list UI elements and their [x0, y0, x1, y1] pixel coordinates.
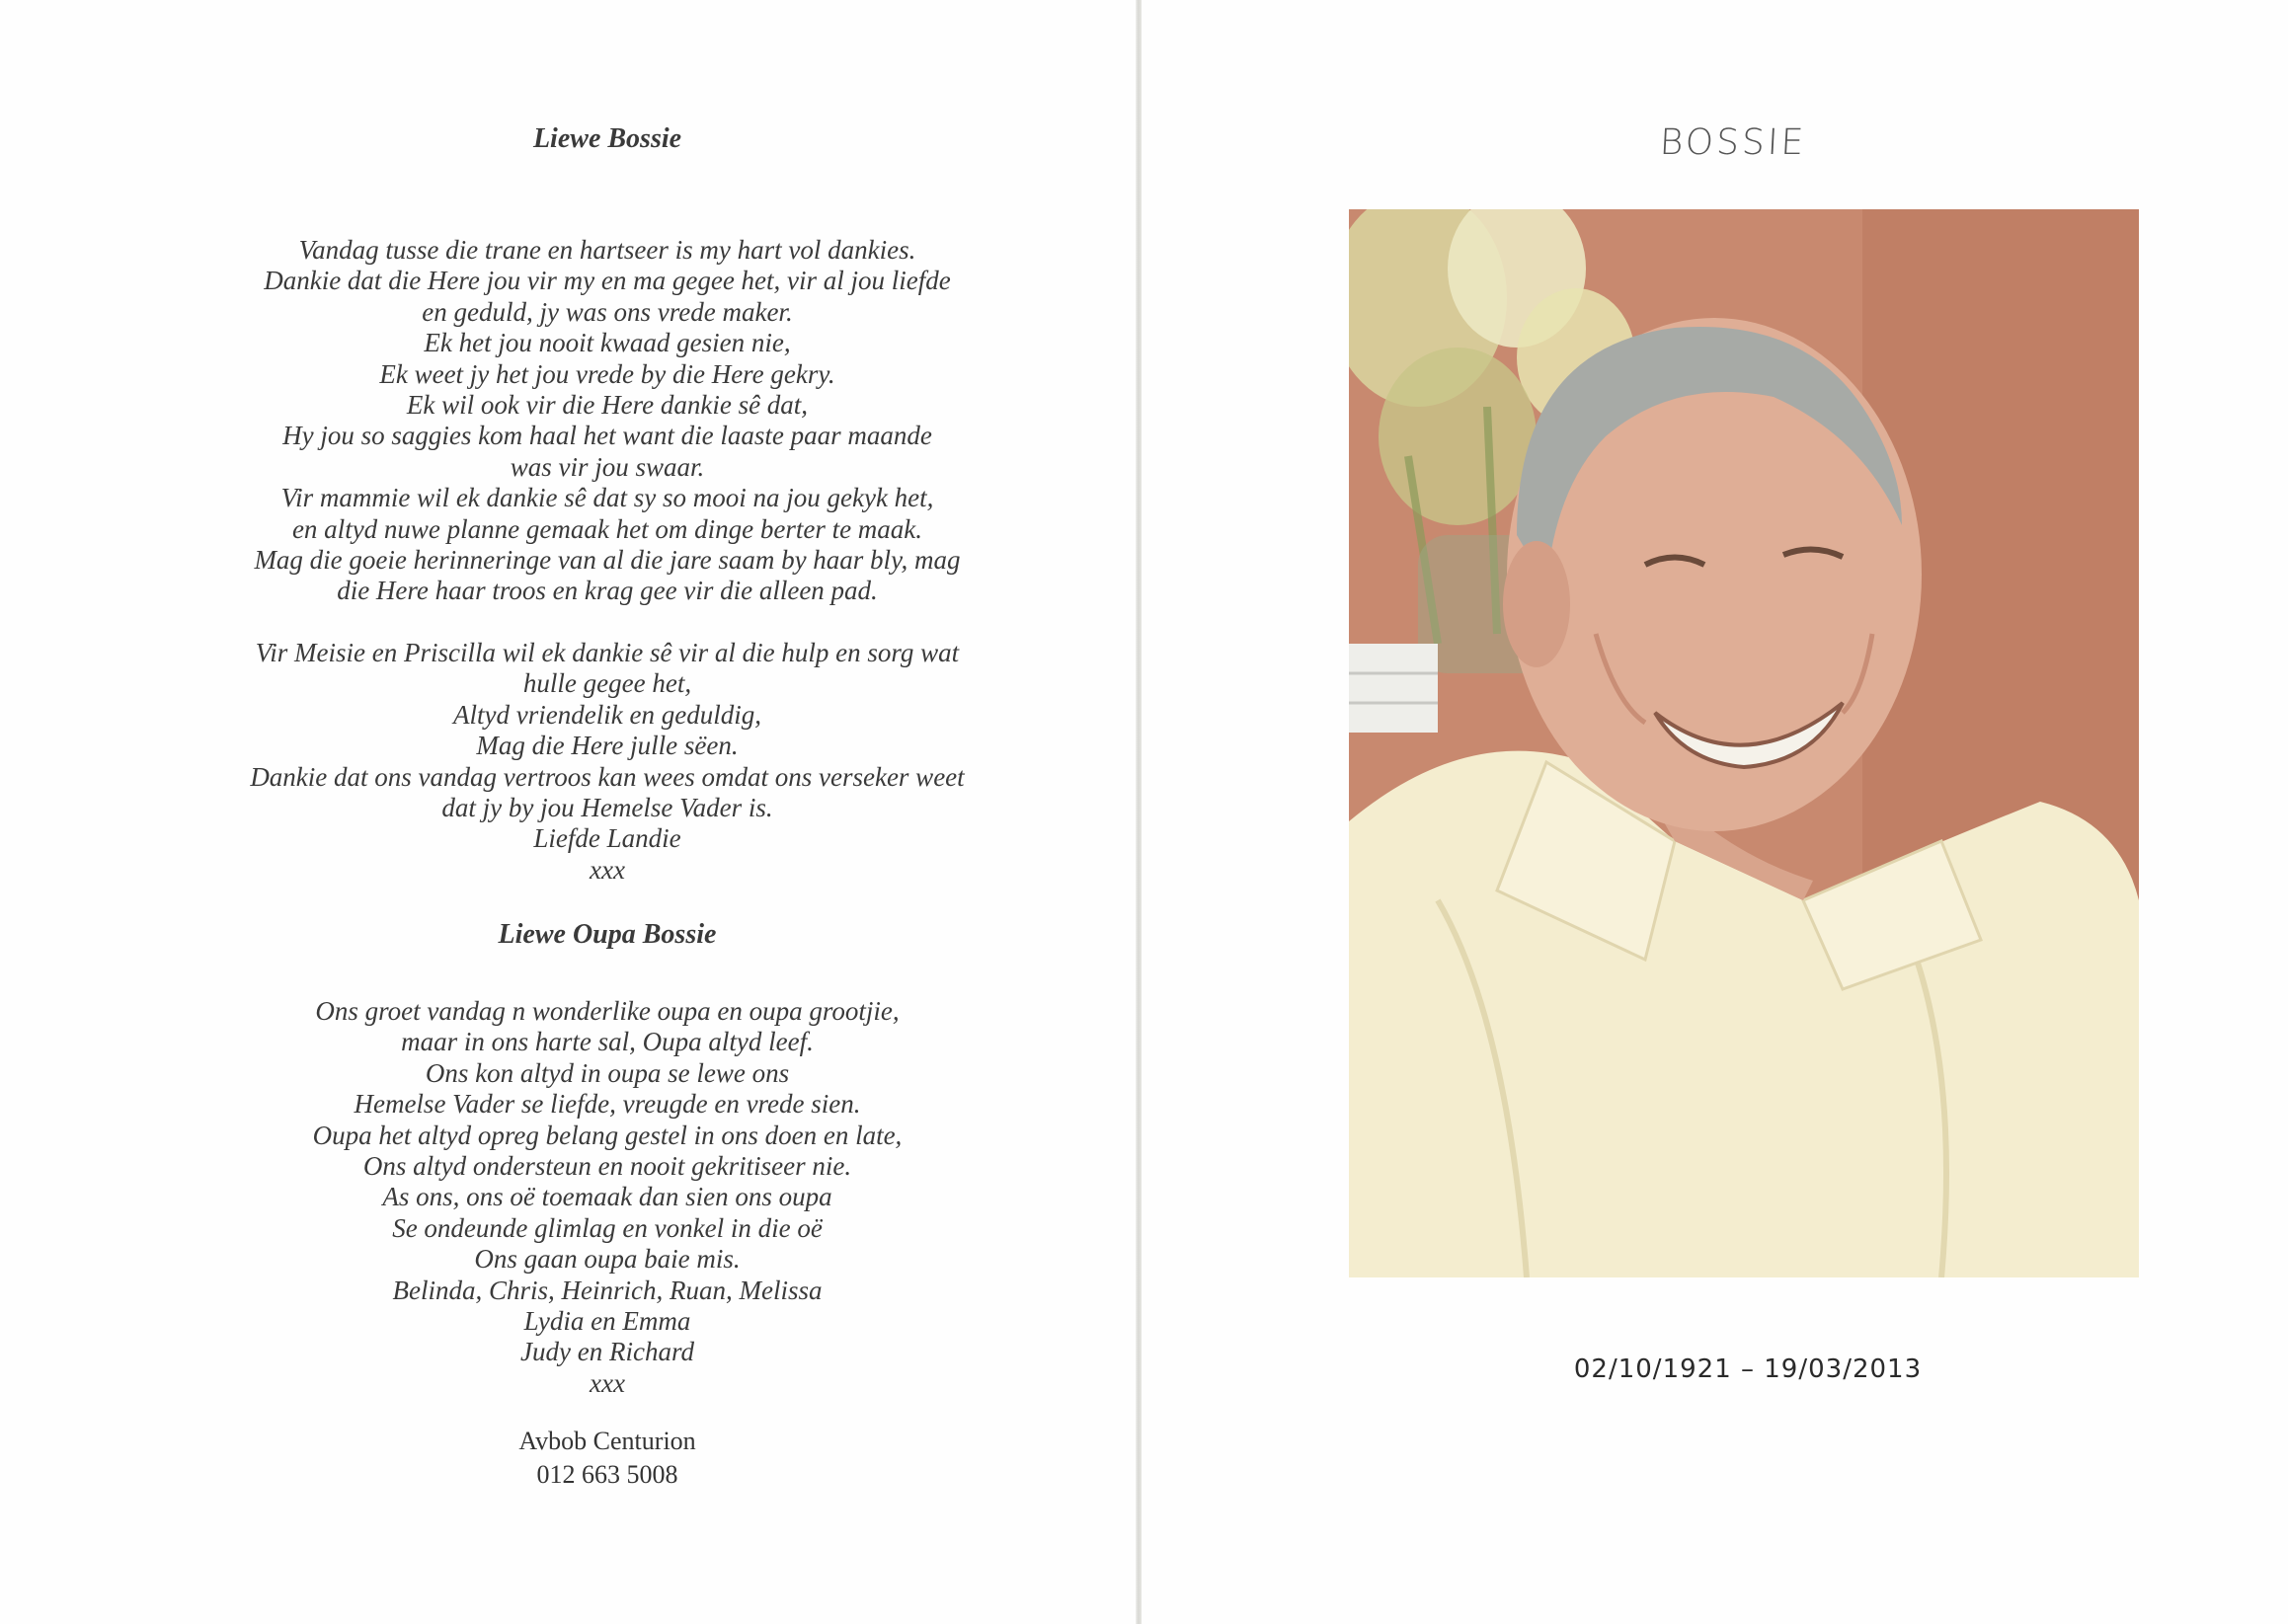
poem-liewe-oupa-bossie — [148, 918, 1066, 1399]
portrait-photo — [1349, 209, 2139, 1277]
poem-heading: Liewe Bossie — [532, 123, 682, 154]
poem-line: hulle gegee het, — [522, 668, 692, 699]
poem-line: was vir jou swaar. — [510, 451, 705, 482]
poem-line: die Here haar troos en krag gee vir die alleen pad. — [337, 576, 878, 606]
poem-line: Ek weet jy het jou vrede by die Here gekry. — [379, 358, 835, 389]
poem-line: Hemelse Vader se liefde, vreugde en vrede sien. — [354, 1089, 861, 1120]
poem-line: Hy jou so saggies kom haal het want die laaste paar maande — [282, 421, 932, 451]
poem-line: Ons gaan oupa baie mis. — [474, 1244, 741, 1275]
poem-line: en altyd nuwe planne gemaak het om dinge berter te maak. — [291, 513, 923, 544]
funeral-home-phone: 012 663 5008 — [536, 1460, 678, 1489]
poem-line: Ons groet vandag n wonderlike oupa en oupa grootjie, — [315, 996, 900, 1026]
poem-stanza — [148, 638, 1066, 886]
poem-line: Ek het jou nooit kwaad gesien nie, — [424, 328, 791, 358]
poem-line: Liefde Landie — [533, 823, 681, 854]
poem-line: Ons altyd ondersteun en nooit gekritiseer nie. — [362, 1151, 852, 1182]
poem-stanza — [148, 235, 1066, 607]
poem-line: Oupa het altyd opreg belang gestel in ons doen en late, — [312, 1120, 903, 1150]
poem-line: Mag die goeie herinneringe van al die jare saam by haar bly, mag — [254, 545, 961, 576]
poem-line: Belinda, Chris, Heinrich, Ruan, Melissa — [392, 1275, 823, 1305]
poem-line: maar in ons harte sal, Oupa altyd leef. — [401, 1027, 814, 1057]
poem-line: Ons kon altyd in oupa se lewe ons — [425, 1057, 790, 1088]
poem-line: Vir mammie wil ek dankie sê dat sy so mooi na jou gekyk het, — [280, 483, 934, 513]
poem-line: Ek wil ook vir die Here dankie sê dat, — [406, 390, 809, 421]
poem-line: Se ondeunde glimlag en vonkel in die oë — [392, 1212, 823, 1243]
poem-line: dat jy by jou Hemelse Vader is. — [441, 792, 773, 822]
poem-line: Lydia en Emma — [523, 1306, 691, 1337]
funeral-home-footer — [148, 1425, 1066, 1492]
poem-line: Dankie dat die Here jou vir my en ma gegee het, vir al jou liefde — [264, 266, 951, 296]
poem-line: xxx — [590, 1367, 625, 1398]
portrait-illustration — [1349, 209, 2139, 1277]
poem-line: As ons, ons oë toemaak dan sien ons oupa — [382, 1182, 832, 1212]
poem-line: Vir Meisie en Priscilla wil ek dankie sê vir al die hulp en sorg wat — [255, 637, 960, 667]
poem-line: Dankie dat ons vandag vertroos kan wees omdat ons verseker weet — [250, 761, 965, 792]
poem-line: Mag die Here julle sëen. — [476, 731, 739, 761]
left-page — [0, 0, 1136, 1624]
poem-heading: Liewe Oupa Bossie — [498, 919, 717, 950]
poem-line: en geduld, jy was ons vrede maker. — [422, 296, 793, 327]
life-dates: 02/10/1921 – 19/03/2013 — [1573, 1354, 1923, 1384]
poem-line: Judy en Richard — [520, 1337, 694, 1367]
poem-liewe-bossie — [148, 122, 1066, 886]
poem-line: Altyd vriendelik en geduldig, — [453, 699, 761, 730]
poem-line: xxx — [590, 854, 625, 885]
poem-stanza — [148, 996, 1066, 1399]
funeral-home-name: Avbob Centurion — [518, 1427, 696, 1455]
poem-line: Vandag tusse die trane en hartseer is my hart vol dankies. — [298, 235, 916, 265]
deceased-name: BOSSIE — [1658, 122, 1808, 163]
